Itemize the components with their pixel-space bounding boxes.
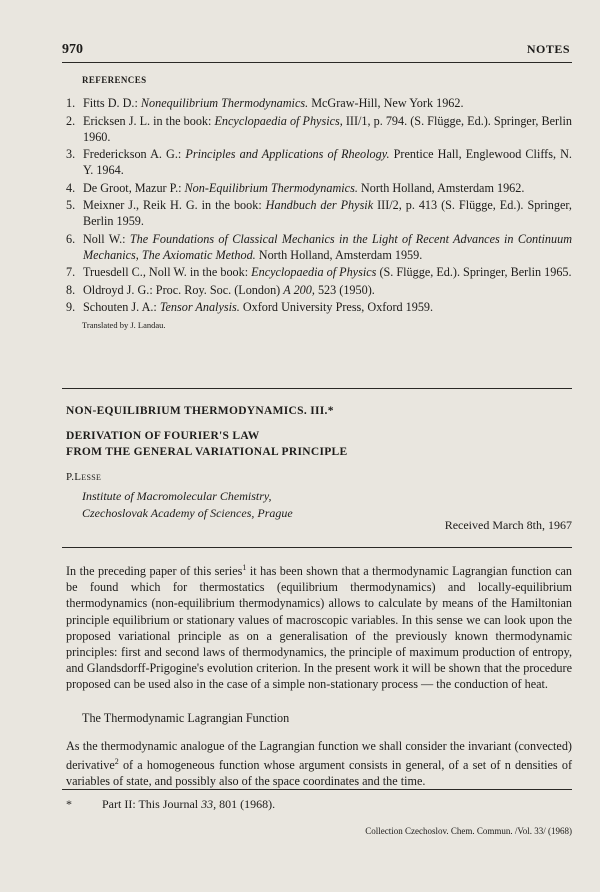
- header-rule: [62, 62, 572, 63]
- reference-title: Nonequilibrium Thermodynamics.: [140, 96, 309, 110]
- reference-title: Non-Equilibrium Thermodynamics.: [184, 180, 358, 195]
- reference-item: [66, 197, 572, 229]
- author-surname: Lesse: [74, 471, 102, 483]
- reference-number: 6.: [66, 231, 76, 246]
- affiliation-line1: Institute of Macromolecular Chemistry,: [82, 489, 272, 503]
- reference-details: 523 (1950).: [314, 282, 375, 297]
- reference-text: Noll W.:: [83, 231, 130, 246]
- reference-details: (S. Flügge, Ed.). Springer, Berlin 1965.: [376, 265, 572, 279]
- reference-number: 3.: [66, 147, 76, 161]
- reference-title: Tensor Analysis.: [159, 300, 240, 314]
- section-divider-top: [62, 388, 572, 389]
- references-heading: REFERENCES: [82, 75, 147, 85]
- reference-text: Schouten J. A.:: [83, 300, 160, 314]
- reference-item: [66, 95, 572, 111]
- reference-number: 1.: [66, 96, 76, 110]
- affiliation-line2: Czechoslovak Academy of Sciences, Prague: [82, 506, 293, 520]
- reference-item: [66, 231, 572, 263]
- footnote-text-pre: Part II: This Journal: [102, 797, 202, 811]
- reference-number: 8.: [66, 282, 76, 297]
- reference-title: Encyclopaedia of Physics,: [214, 113, 343, 128]
- section-subheading: The Thermodynamic Lagrangian Function: [82, 711, 290, 725]
- author-initial: P.: [66, 471, 75, 483]
- reference-text: Ericksen J. L. in the book:: [83, 113, 215, 128]
- section-name: NOTES: [526, 42, 570, 56]
- footnote: [66, 797, 275, 812]
- article-title: [66, 428, 348, 460]
- author-affiliation: [82, 488, 293, 522]
- footnote-marker: *: [66, 797, 72, 811]
- reference-text: De Groot, Mazur P.:: [83, 180, 185, 195]
- reference-number: 5.: [66, 198, 76, 212]
- lagrangian-paragraph: [66, 738, 572, 790]
- reference-title: A 200,: [283, 282, 315, 297]
- reference-title: Handbuch der Physik: [265, 198, 374, 212]
- reference-item: [66, 282, 572, 298]
- intro-footnote-ref: 1: [242, 563, 247, 572]
- reference-details: Prentice Hall, Englewood Cliffs, N. Y. 1964.: [83, 147, 572, 177]
- reference-number: 2.: [66, 113, 76, 128]
- reference-text: Fitts D. D.:: [83, 96, 141, 110]
- reference-item: [66, 146, 572, 178]
- lagrangian-text-a: As the thermodynamic analogue of the Lagrangian function we shall consider the invariant (convected) derivative: [66, 739, 572, 773]
- reference-list: [66, 95, 572, 317]
- reference-text: Truesdell C., Noll W. in the book:: [83, 265, 252, 279]
- article-series-title: NON-EQUILIBRIUM THERMODYNAMICS. III.*: [66, 405, 334, 417]
- reference-item: [66, 113, 572, 145]
- reference-details: McGraw-Hill, New York 1962.: [308, 96, 464, 110]
- reference-item: [66, 180, 572, 196]
- article-author: [66, 471, 101, 483]
- abstract-rule: [62, 547, 572, 548]
- translator-credit: Translated by J. Landau.: [82, 320, 166, 330]
- article-title-line2: FROM THE GENERAL VARIATIONAL PRINCIPLE: [66, 446, 348, 458]
- reference-title: The Foundations of Classical Mechanics in the Light of Recent Advances in Continuum Mechanics, The Axiomatic Method.: [83, 231, 573, 262]
- lagrangian-footnote-ref: 2: [114, 757, 119, 767]
- intro-text-a: In the preceding paper of this series: [66, 564, 243, 579]
- reference-details: North Holland, Amsterdam 1962.: [357, 180, 525, 195]
- journal-citation: Collection Czechoslov. Chem. Commun. /Vol. 33/ (1968): [365, 826, 572, 836]
- reference-details: III/1, p. 794. (S. Flügge, Ed.). Springer, Berlin 1960.: [83, 113, 572, 144]
- reference-text: Oldroyd J. G.: Proc. Roy. Soc. (London): [83, 282, 284, 297]
- reference-details: III/2, p. 413 (S. Flügge, Ed.). Springer, Berlin 1959.: [83, 198, 572, 228]
- reference-item: [66, 264, 572, 280]
- received-date: Received March 8th, 1967: [444, 518, 572, 532]
- intro-paragraph: [66, 560, 572, 693]
- reference-text: Frederickson A. G.:: [83, 147, 186, 161]
- reference-item: [66, 299, 572, 315]
- reference-title: Encyclopaedia of Physics: [251, 265, 377, 279]
- page-number: 970: [62, 42, 83, 57]
- reference-number: 4.: [66, 180, 76, 195]
- reference-details: Oxford University Press, Oxford 1959.: [239, 300, 434, 314]
- reference-number: 9.: [66, 300, 76, 314]
- reference-details: North Holland, Amsterdam 1959.: [255, 247, 423, 262]
- article-title-line1: DERIVATION OF FOURIER'S LAW: [66, 430, 260, 442]
- intro-text-b: it has been shown that a thermodynamic Lagrangian function can be found which for thermostatics (equilibrium thermodynamics) and locally-equilibrium thermodynamics (non-equilibrium thermodynamics) allows to calculate by means of the Hamiltonian principle equilibrium or stationary values of macroscopic variables. In this sense we can look upon the proposed variational principle as on a generalisation of the previously known thermodynamic principles: first and second laws of thermodynamics, the principle of maximum production of entropy, and Glandsdorff-Prigogine's evolution criterion. In the present work it will be shown that the procedure proposed can be used also in the case of a simple non-stationary process — the conduction of heat.: [66, 564, 572, 692]
- reference-title: Principles and Applications of Rheology.: [185, 147, 390, 161]
- footnote-rule: [62, 789, 572, 790]
- running-header: [62, 40, 570, 62]
- footnote-text-post: 801 (1968).: [216, 797, 276, 811]
- footnote-volume: 33,: [201, 797, 217, 811]
- reference-number: 7.: [66, 265, 76, 279]
- lagrangian-text-b: of a homogeneous function whose argument consists in general, of a set of n densities of variables of state, and possibly also of the space coordinates and the time.: [66, 758, 572, 789]
- reference-text: Meixner J., Reik H. G. in the book:: [83, 198, 266, 212]
